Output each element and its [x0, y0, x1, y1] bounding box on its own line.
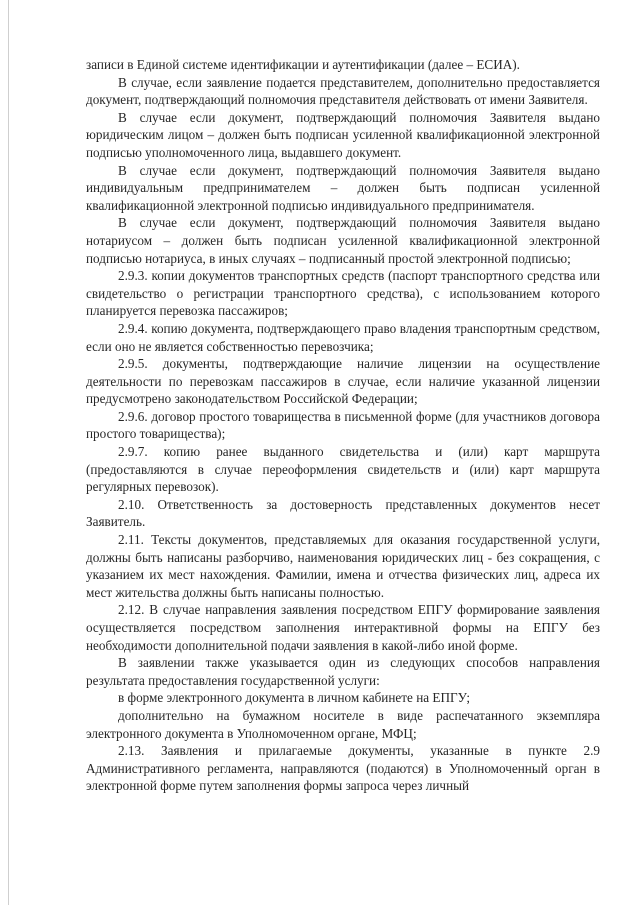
paragraph-2-9-4: 2.9.4. копию документа, подтверждающего право владения транспортным средством, если оно не является собственностью перевозчика; [86, 320, 600, 354]
paragraph-representative: В случае, если заявление подается представителем, дополнительно предоставляется документ, подтверждающий полномочия представителя действовать от имени Заявителя. [86, 74, 600, 108]
paragraph-2-9-3: 2.9.3. копии документов транспортных средств (паспорт транспортного средства или свидетельство о регистрации транспортного средства), с использованием которого планируется перевозка пассажиров; [86, 268, 600, 319]
paragraph-entrepreneur: В случае если документ, подтверждающий полномочия Заявителя выдано индивидуальным предпринимателем – должен быть подписан усиленной квалификационной электронной подписью индивидуального предпринимателя. [86, 162, 600, 213]
paragraph-esia-continuation: записи в Единой системе идентификации и аутентификации (далее – ЕСИА). [86, 57, 520, 72]
paragraph-2-9-5: 2.9.5. документы, подтверждающие наличие лицензии на осуществление деятельности по перевозкам пассажиров в случае, если наличие указанной лицензии предусмотрено законодательством Российской Федерации; [86, 356, 600, 407]
paragraph-2-11: 2.11. Тексты документов, представляемых для оказания государственной услуги, должны быть написаны разборчиво, наименования юридических лиц - без сокращения, с указанием их мест нахождения. Фамилии, имена и отчества физических лиц, адреса их мест жительства должны быть написаны полностью. [86, 532, 600, 600]
paragraph-notary: В случае если документ, подтверждающий полномочия Заявителя выдано нотариусом – должен быть подписан усиленной квалификационной электронной подписью нотариуса, в иных случаях – подписанный простой электронной подписью; [86, 215, 600, 266]
paragraph-legal-entity: В случае если документ, подтверждающий полномочия Заявителя выдано юридическим лицом – должен быть подписан усиленной квалификационной электронной подписью уполномоченного лица, выдавшего документ. [86, 109, 600, 160]
paragraph-electronic-form: в форме электронного документа в личном кабинете на ЕПГУ; [118, 690, 471, 706]
paragraph-result-methods: В заявлении также указывается один из следующих способов направления результата предоставления государственной услуги: [86, 655, 600, 688]
paragraph-paper-form: дополнительно на бумажном носителе в виде распечатанного экземпляра электронного документа в Уполномоченном органе, МФЦ; [86, 707, 600, 741]
paragraph-2-13: 2.13. Заявления и прилагаемые документы, указанные в пункте 2.9 Административного регламента, направляются (подаются) в Уполномоченный орган в электронной форме путем заполнения формы запроса через личный [86, 743, 600, 794]
page-edge-line [8, 0, 9, 905]
paragraph-2-9-6: 2.9.6. договор простого товарищества в письменной форме (для участников договора простого товарищества); [86, 408, 600, 442]
paragraph-2-12: 2.12. В случае направления заявления посредством ЕПГУ формирование заявления осуществляется посредством заполнения интерактивной формы на ЕПГУ без необходимости дополнительной подачи заявления в какой-либо иной форме. [86, 602, 600, 653]
paragraph-2-10: 2.10. Ответственность за достоверность представленных документов несет Заявитель. [86, 496, 600, 530]
document-body [86, 56, 600, 795]
paragraph-2-9-7: 2.9.7. копию ранее выданного свидетельства и (или) карт маршрута (предоставляются в случае переоформления свидетельств и (или) карт маршрута регулярных перевозок). [86, 444, 600, 495]
